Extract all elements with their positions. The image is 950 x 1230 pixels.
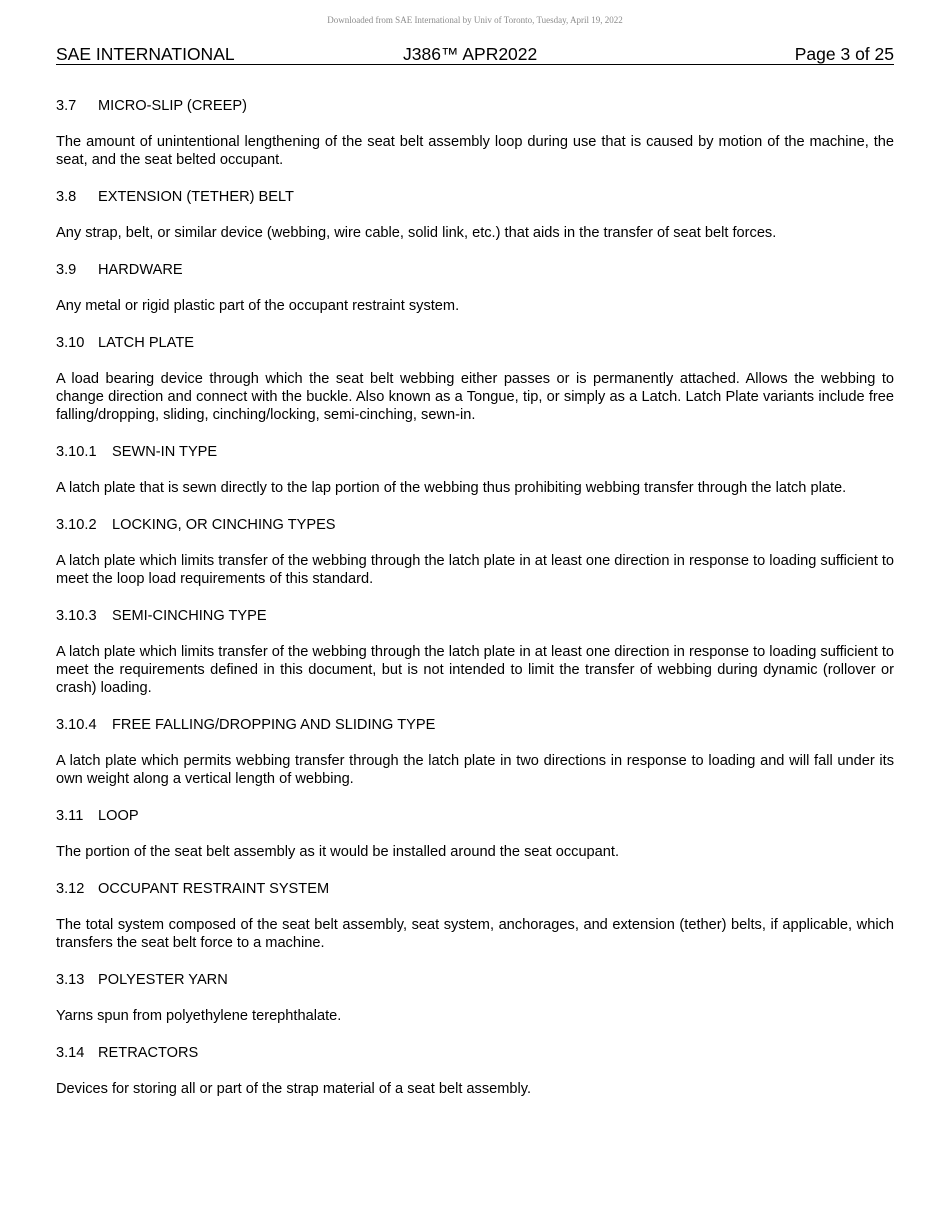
header-org: SAE INTERNATIONAL: [56, 44, 235, 64]
section-text: A latch plate which limits transfer of the webbing through the latch plate in at least one direction in response to loading sufficient to meet the requirements defined in this document, but is not intended to limit the transfer of webbing during dynamic (rollover or crash) loading.: [56, 644, 894, 696]
section-text: A latch plate which limits transfer of the webbing through the latch plate in at least one direction in response to loading sufficient to meet the loop load requirements of this standard.: [56, 553, 894, 587]
document-body: [56, 97, 894, 1098]
section-title: SEWN-IN TYPE: [112, 444, 218, 460]
section-title: EXTENSION (TETHER) BELT: [98, 189, 294, 205]
section-heading: [56, 188, 894, 206]
section-heading: [56, 334, 894, 352]
section-number: 3.10.4: [56, 717, 97, 733]
section-number: 3.8: [56, 189, 77, 205]
section-title: HARDWARE: [98, 262, 183, 278]
section-heading: [56, 880, 894, 898]
section-heading: [56, 807, 894, 825]
section-text: The amount of unintentional lengthening of the seat belt assembly loop during use that is caused by motion of the machine, the seat, and the seat belted occupant.: [56, 134, 894, 168]
section-title: MICRO-SLIP (CREEP): [98, 98, 247, 114]
section-title: LOOP: [98, 808, 139, 824]
section-heading: [56, 607, 894, 625]
section-number: 3.10: [56, 335, 85, 351]
section-number: 3.14: [56, 1045, 85, 1061]
page-header: [56, 44, 894, 65]
section-text: A latch plate which permits webbing transfer through the latch plate in two directions in response to loading and will fall under its own weight along a vertical length of webbing.: [56, 753, 894, 787]
section-heading: [56, 971, 894, 989]
section-title: POLYESTER YARN: [98, 972, 228, 988]
section-text: Any metal or rigid plastic part of the occupant restraint system.: [56, 298, 460, 314]
section-text: The portion of the seat belt assembly as it would be installed around the seat occupant.: [56, 844, 620, 860]
section-text: Any strap, belt, or similar device (webbing, wire cable, solid link, etc.) that aids in the transfer of seat belt forces.: [56, 225, 777, 241]
section-number: 3.11: [56, 808, 84, 824]
header-page-number: Page 3 of 25: [794, 44, 894, 64]
section-title: LOCKING, OR CINCHING TYPES: [112, 517, 336, 533]
section-text: The total system composed of the seat belt assembly, seat system, anchorages, and extension (tether) belts, if applicable, which transfers the seat belt force to a machine.: [56, 917, 894, 951]
section-title: FREE FALLING/DROPPING AND SLIDING TYPE: [112, 717, 436, 733]
section-heading: [56, 97, 894, 115]
section-number: 3.9: [56, 262, 77, 278]
section-number: 3.7: [56, 98, 77, 114]
section-number: 3.10.3: [56, 608, 97, 624]
section-heading: [56, 716, 894, 734]
header-doc-id: J386™ APR2022: [403, 44, 538, 64]
section-number: 3.10.2: [56, 517, 97, 533]
section-heading: [56, 1044, 894, 1062]
section-title: OCCUPANT RESTRAINT SYSTEM: [98, 881, 330, 897]
section-text: A load bearing device through which the seat belt webbing either passes or is permanently attached. Allows the webbing to change direction and connect with the buckle. Also known as a Tongue, tip, or simply as a Latch. Latch Plate variants include free falling/dropping, sliding, cinching/locking, semi-cinching, sewn-in.: [56, 371, 894, 423]
section-number: 3.12: [56, 881, 85, 897]
section-heading: [56, 443, 894, 461]
section-text: Yarns spun from polyethylene terephthalate.: [56, 1008, 342, 1024]
download-watermark: Downloaded from SAE International by Univ of Toronto, Tuesday, April 19, 2022: [327, 15, 623, 25]
section-title: RETRACTORS: [98, 1045, 199, 1061]
section-title: SEMI-CINCHING TYPE: [112, 608, 267, 624]
section-number: 3.13: [56, 972, 85, 988]
section-heading: [56, 261, 894, 279]
section-text: Devices for storing all or part of the strap material of a seat belt assembly.: [56, 1081, 532, 1097]
section-text: A latch plate that is sewn directly to the lap portion of the webbing thus prohibiting webbing transfer through the latch plate.: [56, 480, 847, 496]
section-title: LATCH PLATE: [98, 335, 194, 351]
section-heading: [56, 516, 894, 534]
section-number: 3.10.1: [56, 444, 97, 460]
